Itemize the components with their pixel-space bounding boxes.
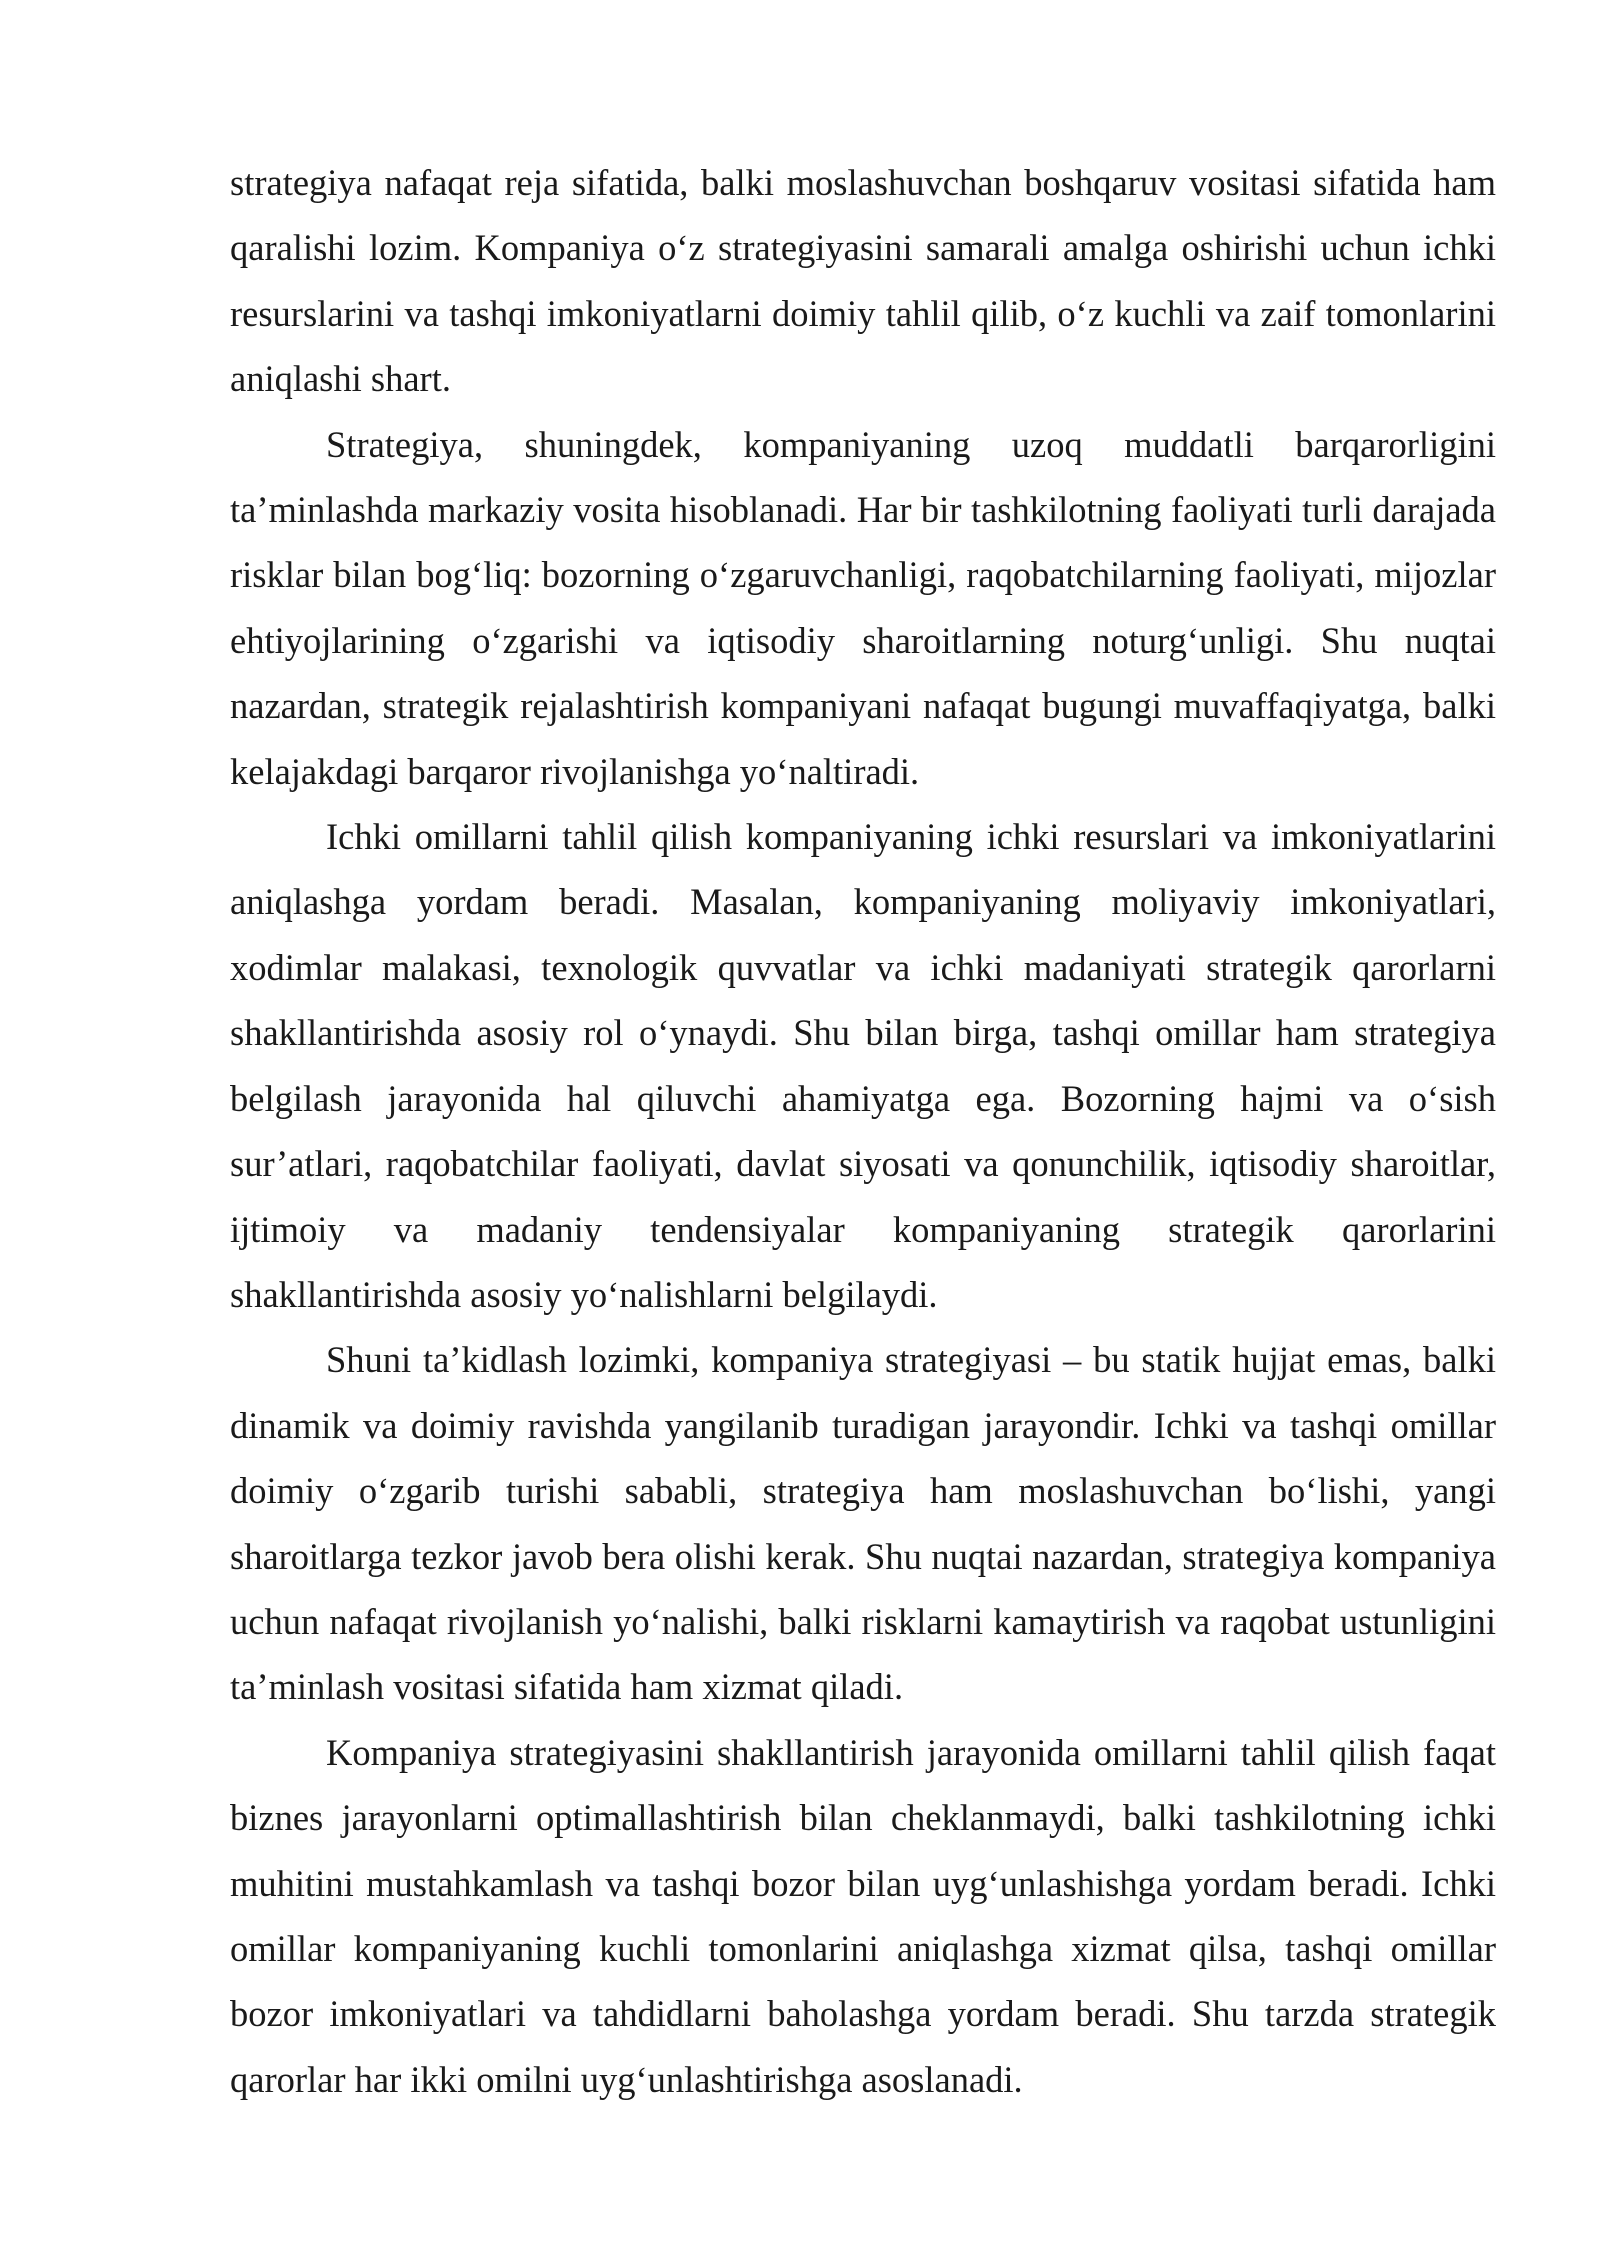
paragraph: Ichki omillarni tahlil qilish kompaniyaning ichki resurslari va imkoniyatlarini aniqlashga yordam beradi. Masalan, kompaniyaning moliyaviy imkoniyatlari, xodimlar malakasi, texnologik quvvatlar va ichki madaniyati strategik qarorlarni shakllantirishda asosiy rol o‘ynaydi. Shu bilan birga, tashqi omillar ham strategiya belgilash jarayonida hal qiluvchi ahamiyatga ega. Bozorning hajmi va o‘sish sur’atlari, raqobatchilar faoliyati, davlat siyosati va qonunchilik, iqtisodiy sharoitlar, ijtimoiy va madaniy tendensiyalar kompaniyaning strategik qarorlarini shakllantirishda asosiy yo‘nalishlarni belgilaydi.: [230, 816, 1496, 1315]
paragraph: Kompaniya strategiyasini shakllantirish jarayonida omillarni tahlil qilish faqat biznes jarayonlarni optimallashtirish bilan cheklanmaydi, balki tashkilotning ichki muhitini mustahkamlash va tashqi bozor bilan uyg‘unlashishga yordam beradi. Ichki omillar kompaniyaning kuchli tomonlarini aniqlashga xizmat qilsa, tashqi omillar bozor imkoniyatlari va tahdidlarni baholashga yordam beradi. Shu tarzda strategik qarorlar har ikki omilni uyg‘unlashtirishga asoslanadi.: [230, 1731, 1496, 2100]
paragraph: strategiya nafaqat reja sifatida, balki moslashuvchan boshqaruv vositasi sifatida ham qaralishi lozim. Kompaniya o‘z strategiyasini samarali amalga oshirishi uchun ichki resurslarini va tashqi imkoniyatlarni doimiy tahlil qilib, o‘z kuchli va zaif tomonlarini aniqlashi shart.: [230, 162, 1496, 400]
paragraph: Strategiya, shuningdek, kompaniyaning uzoq muddatli barqarorligini ta’minlashda markaziy vosita hisoblanadi. Har bir tashkilotning faoliyati turli darajada risklar bilan bog‘liq: bozorning o‘zgaruvchanligi, raqobatchilarning faoliyati, mijozlar ehtiyojlarining o‘zgarishi va iqtisodiy sharoitlarning noturg‘unligi. Shu nuqtai nazardan, strategik rejalashtirish kompaniyani nafaqat bugungi muvaffaqiyatga, balki kelajakdagi barqaror rivojlanishga yo‘naltiradi.: [230, 423, 1496, 792]
paragraph: Shuni ta’kidlash lozimki, kompaniya strategiyasi – bu statik hujjat emas, balki dinamik va doimiy ravishda yangilanib turadigan jarayondir. Ichki va tashqi omillar doimiy o‘zgarib turishi sababli, strategiya ham moslashuvchan bo‘lishi, yangi sharoitlarga tezkor javob bera olishi kerak. Shu nuqtai nazardan, strategiya kompaniya uchun nafaqat rivojlanish yo‘nalishi, balki risklarni kamaytirish va raqobat ustunligini ta’minlash vositasi sifatida ham xizmat qiladi.: [230, 1339, 1496, 1708]
document-body: [230, 150, 1496, 2112]
